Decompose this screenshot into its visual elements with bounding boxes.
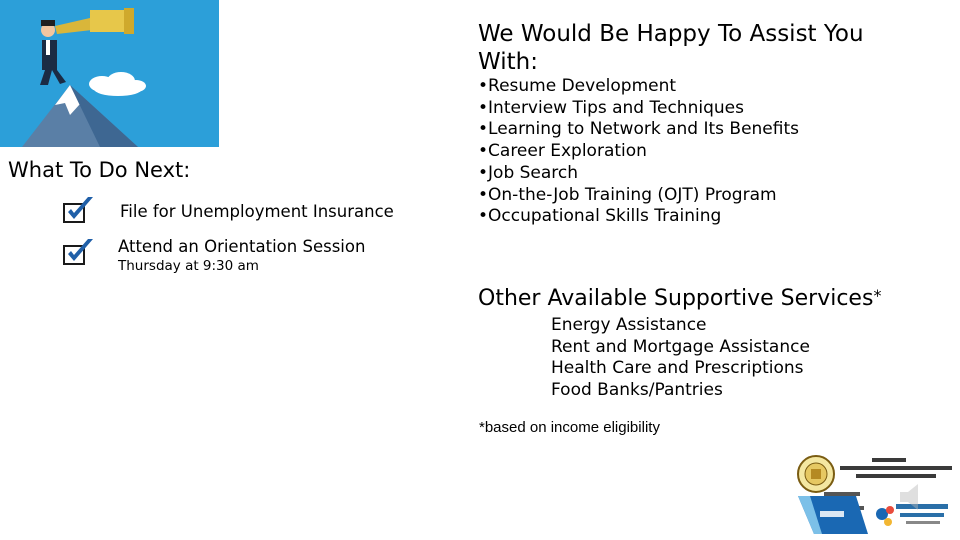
list-item: Food Banks/Pantries: [551, 380, 723, 401]
supportive-list: [551, 315, 810, 402]
list-item: •Learning to Network and Its Benefits: [478, 119, 799, 140]
supportive-heading-text: Other Available Supportive Services: [478, 286, 874, 311]
list-item: •Interview Tips and Techniques: [478, 97, 744, 118]
todo-item-orientation: Attend an Orientation Session: [118, 237, 366, 256]
supportive-asterisk: *: [873, 286, 882, 305]
list-item: •Resume Development: [478, 76, 677, 96]
list-item: •Career Exploration: [478, 141, 647, 162]
supportive-heading: [478, 286, 881, 311]
next-steps-heading: What To Do Next:: [8, 158, 191, 182]
list-item: •On-the-Job Training (OJT) Program: [478, 184, 777, 205]
services-list: [478, 76, 799, 228]
list-item: Energy Assistance: [551, 315, 707, 335]
county-seal-logo: [798, 456, 834, 492]
list-item: Health Care and Prescriptions: [551, 358, 804, 379]
assist-heading: We Would Be Happy To Assist You With:: [478, 21, 864, 75]
checkbox-checked-icon: [62, 195, 96, 225]
hero-illustration: [0, 0, 219, 147]
checkbox-checked-icon: [62, 237, 96, 267]
todo-item-unemployment: File for Unemployment Insurance: [120, 202, 394, 221]
list-item: •Job Search: [478, 162, 579, 183]
eligibility-footnote: *based on income eligibility: [479, 419, 660, 436]
orientation-time: Thursday at 9:30 am: [118, 258, 259, 274]
partner-logos: [796, 452, 956, 538]
list-item: Rent and Mortgage Assistance: [551, 336, 810, 357]
list-item: •Occupational Skills Training: [478, 206, 722, 227]
